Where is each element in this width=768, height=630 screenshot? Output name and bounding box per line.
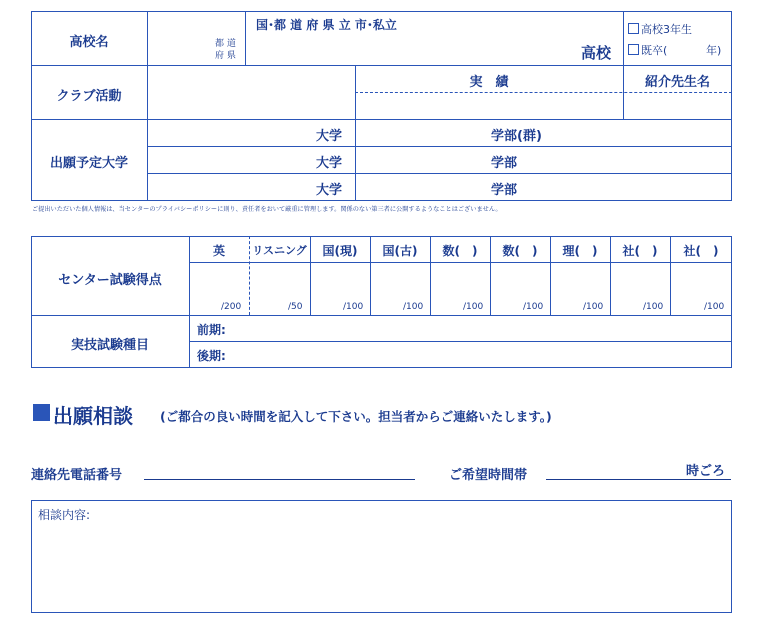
faculty-suffix-2: 学部 (491, 156, 518, 171)
club-activity-field[interactable] (148, 66, 354, 118)
referring-teacher-field[interactable] (624, 93, 731, 118)
school-type-options: 国･都 道 府 県 立 市･私立 (256, 18, 397, 32)
planned-university-label: 出願予定大学 (49, 156, 128, 171)
prefecture-label-top: 都 道 (215, 39, 236, 49)
club-activity-label: クラブ活動 (56, 89, 122, 104)
max-score-math-2: /100 (523, 302, 544, 312)
max-score-listening: /50 (288, 302, 303, 312)
second-term-label: 後期: (197, 349, 226, 363)
time-suffix: 時ごろ (686, 464, 726, 479)
max-score-japanese-classic: /100 (403, 302, 424, 312)
school-suffix: 高校 (581, 44, 612, 62)
consultation-subtitle: (ご都合の良い時間を記入して下さい。担当者からご連絡いたします。) (160, 409, 552, 424)
first-term-label: 前期: (197, 323, 226, 337)
subject-english: 英 (212, 244, 225, 258)
club-results-field[interactable] (356, 93, 622, 118)
current-student-label: 高校3年生 (641, 23, 692, 36)
center-test-score-label: センター試験得点 (58, 273, 162, 288)
university-field-1[interactable] (148, 120, 308, 145)
current-student-option[interactable] (628, 21, 692, 37)
school-name-label: 高校名 (69, 35, 109, 50)
subject-science: 理( ) (562, 244, 598, 258)
subject-japanese-modern: 国(現) (322, 244, 358, 258)
max-score-science: /100 (583, 302, 604, 312)
practical-test-label: 実技試験種目 (70, 338, 149, 353)
max-score-social-2: /100 (704, 302, 725, 312)
prefecture-label-bottom: 府 県 (215, 51, 236, 61)
faculty-suffix-3: 学部 (491, 183, 518, 198)
university-field-3[interactable] (148, 174, 308, 199)
max-score-japanese-modern: /100 (343, 302, 364, 312)
first-term-field[interactable] (236, 316, 731, 340)
graduate-option[interactable] (628, 42, 667, 58)
max-score-math-1: /100 (463, 302, 484, 312)
subject-listening: リスニング (252, 244, 307, 257)
subject-social-2: 社( ) (683, 244, 719, 258)
referring-teacher-header: 紹介先生名 (644, 75, 710, 90)
checkbox-icon[interactable] (628, 44, 639, 55)
university-suffix-2: 大学 (316, 156, 343, 171)
university-suffix-3: 大学 (316, 183, 343, 198)
subject-math-1: 数( ) (442, 244, 478, 258)
university-suffix-1: 大学 (316, 129, 343, 144)
checkbox-icon[interactable] (628, 23, 639, 34)
preferred-time-label: ご希望時間帯 (449, 468, 528, 483)
subject-japanese-classic: 国(古) (382, 244, 418, 258)
university-field-2[interactable] (148, 147, 308, 172)
privacy-note: ご提出いただいた個人情報は、当センターのプライバシーポリシーに則り、責任者をおいて厳重に管理します。関係のない第三者に公開するようなことはございません。 (32, 206, 502, 213)
phone-number-field[interactable] (144, 479, 415, 480)
preferred-time-field[interactable] (546, 479, 731, 480)
consultation-content-box[interactable] (31, 500, 732, 613)
subject-social-1: 社( ) (622, 244, 658, 258)
section-square-icon (33, 404, 50, 421)
consultation-title: 出願相談 (53, 404, 133, 428)
second-term-field[interactable] (236, 342, 731, 367)
max-score-social-1: /100 (643, 302, 664, 312)
consultation-content-label: 相談内容: (38, 508, 91, 522)
faculty-suffix-1: 学部(群) (491, 129, 542, 144)
phone-number-label: 連絡先電話番号 (31, 468, 123, 483)
max-score-english: /200 (221, 302, 242, 312)
club-results-header: 実 績 (469, 75, 509, 90)
subject-math-2: 数( ) (502, 244, 538, 258)
graduate-year-label: 年) (706, 44, 722, 57)
graduate-label: 既卒( (641, 44, 668, 57)
